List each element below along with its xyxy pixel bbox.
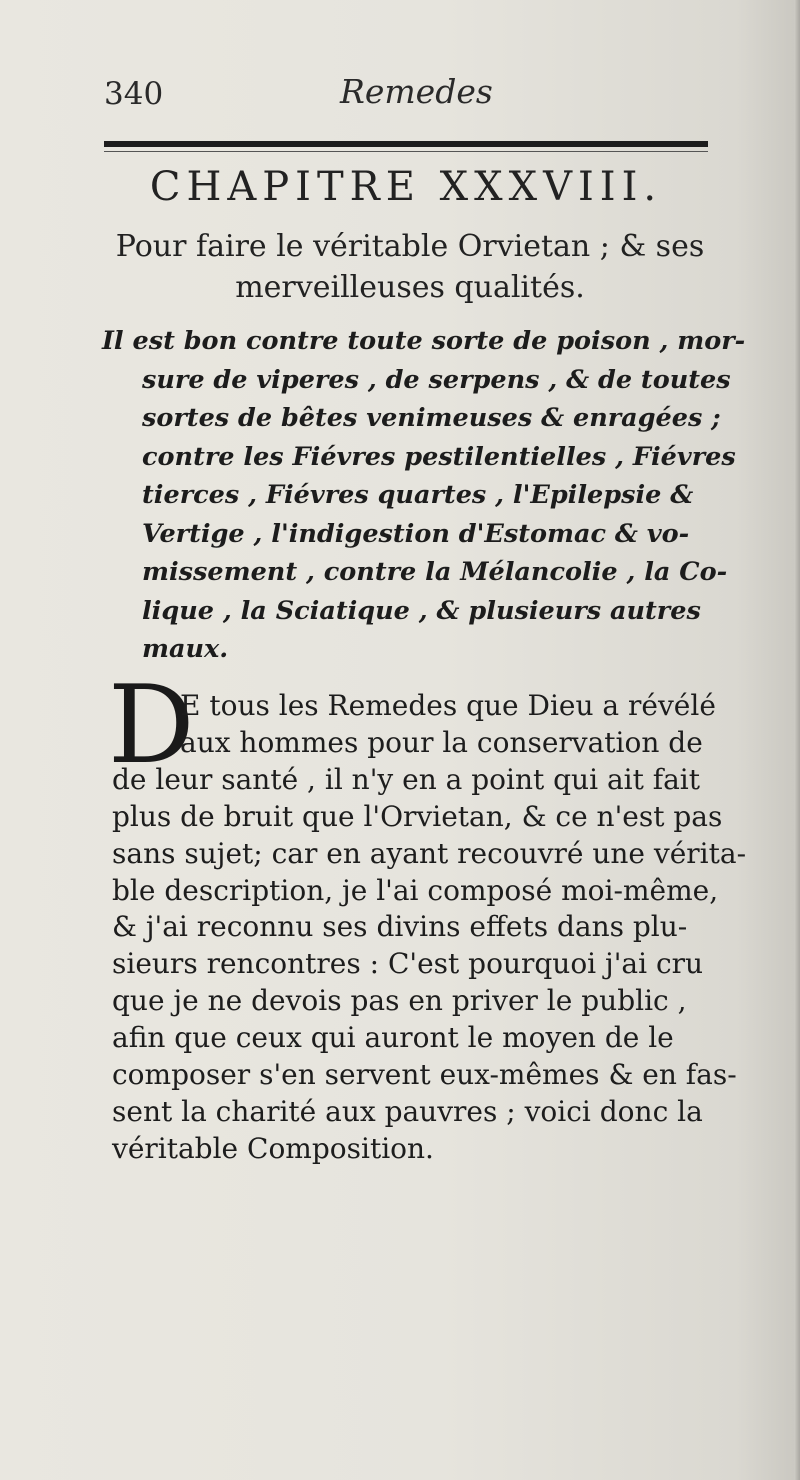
summary-line: missement , contre la Mélancolie , la Co- — [142, 557, 728, 587]
header-rule-thin — [104, 151, 708, 152]
summary-line: sure de viperes , de serpens , & de toutes — [142, 364, 731, 395]
body-line: afin que ceux qui auront le moyen de le — [112, 1021, 674, 1055]
summary-line: Il est bon contre toute sorte de poison , mor- — [102, 326, 746, 356]
chapter-subtitle-line: Pour faire le véritable Orvietan ; & ses — [115, 229, 705, 264]
chapter-title: CHAPITRE XXXVIII. — [149, 164, 663, 210]
summary-line: sortes de bêtes venimeuses & enragées ; — [142, 403, 721, 433]
body-line: E tous les Remedes que Dieu a révélé — [180, 689, 716, 722]
header-rule — [104, 141, 708, 147]
body-line: sent la charité aux pauvres ; voici donc la — [112, 1094, 703, 1128]
body-line: & j'ai reconnu ses divins effets dans plu- — [112, 910, 688, 944]
body-line: plus de bruit que l'Orvietan, & ce n'est pas — [112, 799, 723, 833]
page-edge-shadow — [794, 0, 800, 1480]
chapter-summary — [102, 322, 746, 669]
body-line: que je ne devois pas en priver le public , — [112, 984, 687, 1018]
body-line: composer s'en servent eux-mêmes & en fas- — [112, 1058, 737, 1092]
body-line: ble description, je l'ai composé moi-même, — [112, 873, 719, 907]
summary-line: tierces , Fiévres quartes , l'Epilepsie & — [142, 480, 694, 510]
running-title: Remedes — [340, 72, 493, 111]
body-line: véritable Composition. — [112, 1131, 434, 1165]
page-number: 340 — [104, 76, 164, 112]
body-line: sieurs rencontres : C'est pourquoi j'ai cru — [112, 947, 704, 981]
chapter-subtitle — [96, 226, 724, 308]
chapter-subtitle-line: merveilleuses qualités. — [235, 270, 585, 305]
summary-line: Vertige , l'indigestion d'Estomac & vo- — [142, 518, 690, 549]
body-line: aux hommes pour la conservation de — [180, 725, 703, 759]
body-line: sans sujet; car en ayant recouvré une vérita- — [112, 836, 747, 870]
drop-cap-initial: D — [108, 663, 195, 788]
summary-line: maux. — [142, 634, 229, 664]
body-paragraph — [112, 688, 747, 1168]
body-line: de leur santé , il n'y en a point qui ait fait — [112, 762, 701, 796]
summary-line: contre les Fiévres pestilentielles , Fiévres — [142, 441, 736, 472]
summary-line: lique , la Sciatique , & plusieurs autres — [142, 595, 701, 626]
